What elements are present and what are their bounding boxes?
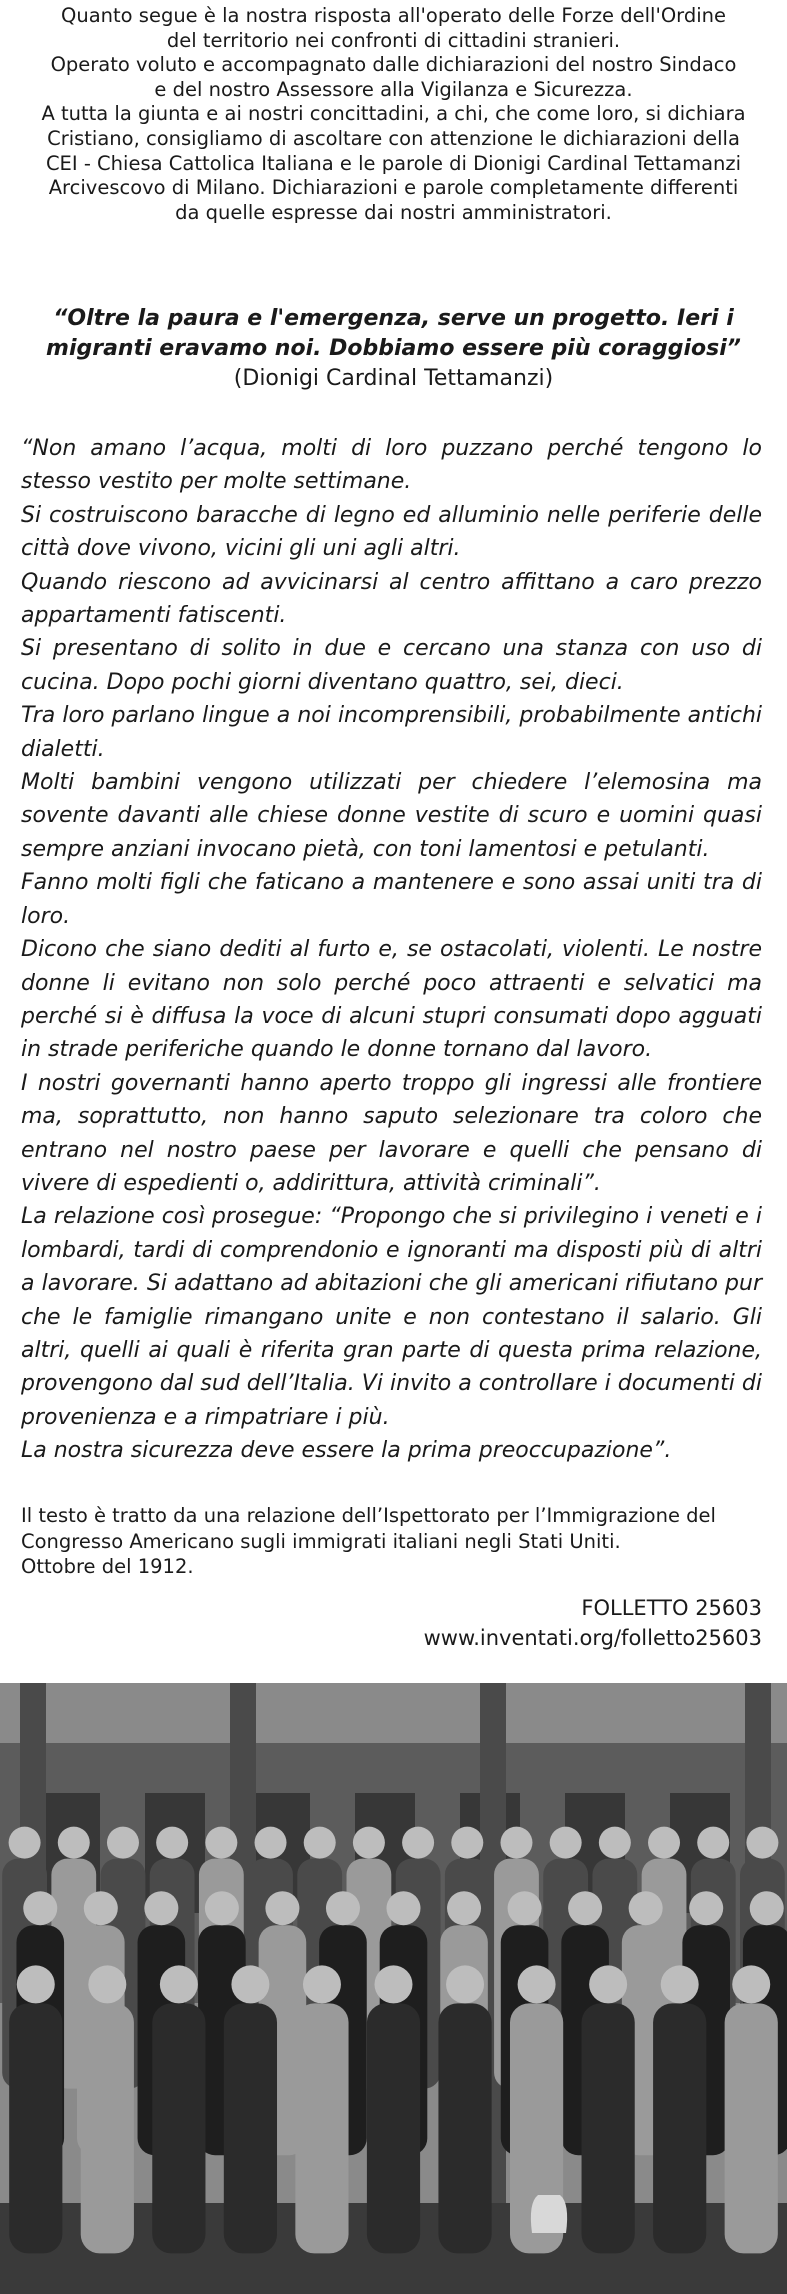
- report-paragraph: La nostra sicurezza deve essere la prima preoccupazione”.: [21, 1438, 672, 1464]
- cardinal-quote: [18, 304, 769, 394]
- report-paragraph: Si costruiscono baracche di legno ed alluminio nelle periferie delle città dove vivono, vicini gli uni agli altri.: [21, 502, 762, 562]
- intro-line: CEI - Chiesa Cattolica Italiana e le parole di Dionigi Cardinal Tettamanzi: [45, 151, 742, 175]
- historical-photo: [0, 1683, 787, 2294]
- quote-author: (Dionigi Cardinal Tettamanzi): [233, 366, 554, 391]
- intro-line: del territorio nei confronti di cittadini stranieri.: [166, 28, 621, 52]
- quote-line: “Oltre la paura e l'emergenza, serve un progetto. Ieri i: [53, 306, 734, 331]
- person: [81, 1965, 134, 2253]
- person: [438, 1965, 491, 2253]
- report-paragraph: I nostri governanti hanno aperto troppo gli ingressi alle frontiere ma, soprattutto, non hanno saputo selezionare tra coloro che entrano nel nostro paese per lavorare e quelli che pensano di vivere di espedienti o, addirittura, attività criminali”.: [21, 1070, 762, 1196]
- intro-line: da quelle espresse dai nostri amministratori.: [175, 200, 612, 224]
- intro-text: [18, 4, 769, 225]
- report-paragraph: Tra loro parlano lingue a noi incomprensibili, probabilmente antichi dialetti.: [21, 703, 762, 762]
- person: [653, 1965, 706, 2253]
- person: [367, 1965, 420, 2253]
- credit: [424, 1593, 762, 1653]
- report-paragraph: La relazione così prosegue: “Propongo che si privilegino i veneti e i lombardi, tardi di comprendonio e ignoranti ma disposti più di altri a lavorare. Si adattano ad abitazioni che gli americani rifiutano pur che le famiglie rimangano unite e non contestano il salario. Gli altri, quelli ai quali è riferita gran parte di questa prima relazione, provengono dal sud dell’Italia. Vi invito a controllare i documenti di provenienza e a rimpatriare i più.: [21, 1204, 762, 1430]
- report-paragraph: Molti bambini vengono utilizzati per chiedere l’elemosina ma sovente davanti alle chiese donne vestite di scuro e uomini quasi sempre anziani invocano pietà, con toni lamentosi e petulanti.: [21, 770, 762, 862]
- person: [725, 1965, 778, 2253]
- intro-line: e del nostro Assessore alla Vigilanza e Sicurezza.: [154, 77, 633, 101]
- intro-line: Operato voluto e accompagnato dalle dichiarazioni del nostro Sindaco: [50, 53, 737, 77]
- immigrant-group-photo: [0, 1683, 787, 2294]
- report-paragraph: Si presentano di solito in due e cercano una stanza con uso di cucina. Dopo pochi giorni diventano quattro, sei, dieci.: [21, 636, 762, 695]
- quote-line: migranti eravamo noi. Dobbiamo essere più coraggiosi”: [46, 336, 741, 361]
- source-note: [21, 1503, 762, 1580]
- person: [295, 1965, 348, 2253]
- intro-line: A tutta la giunta e ai nostri concittadini, a chi, che come loro, si dichiara: [41, 102, 746, 126]
- report-paragraph: “Non amano l’acqua, molti di loro puzzano perché tengono lo stesso vestito per molte settimane.: [21, 436, 762, 495]
- credit-name: FOLLETTO 25603: [581, 1596, 762, 1620]
- source-date: Ottobre del 1912.: [21, 1555, 194, 1578]
- report-paragraph: Dicono che siano dediti al furto e, se ostacolati, violenti. Le nostre donne li evitano non solo perché poco attraenti e selvatici ma perché si è diffusa la voce di alcuni stupri consumati dopo agguati in strade periferiche quando le donne tornano dal lavoro.: [21, 937, 762, 1063]
- person: [224, 1965, 277, 2253]
- person: [582, 1965, 635, 2253]
- report-paragraph: Quando riescono ad avvicinarsi al centro affittano a caro prezzo appartamenti fatiscenti.: [21, 569, 762, 629]
- source-line: Il testo è tratto da una relazione dell’Ispettorato per l’Immigrazione del: [21, 1504, 716, 1527]
- white-pitcher: [531, 2195, 567, 2233]
- person: [152, 1965, 205, 2253]
- person: [9, 1965, 62, 2253]
- report-paragraph: Fanno molti figli che faticano a mantenere e sono assai uniti tra di loro.: [21, 870, 762, 929]
- credit-url[interactable]: www.inventati.org/folletto25603: [423, 1626, 762, 1650]
- source-line: Congresso Americano sugli immigrati italiani negli Stati Uniti.: [21, 1529, 621, 1553]
- report-text: [21, 432, 762, 1468]
- intro-line: Quanto segue è la nostra risposta all'operato delle Forze dell'Ordine: [61, 4, 726, 27]
- intro-line: Cristiano, consigliamo di ascoltare con attenzione le dichiarazioni della: [47, 126, 740, 150]
- intro-line: Arcivescovo di Milano. Dichiarazioni e parole completamente differenti: [48, 176, 739, 200]
